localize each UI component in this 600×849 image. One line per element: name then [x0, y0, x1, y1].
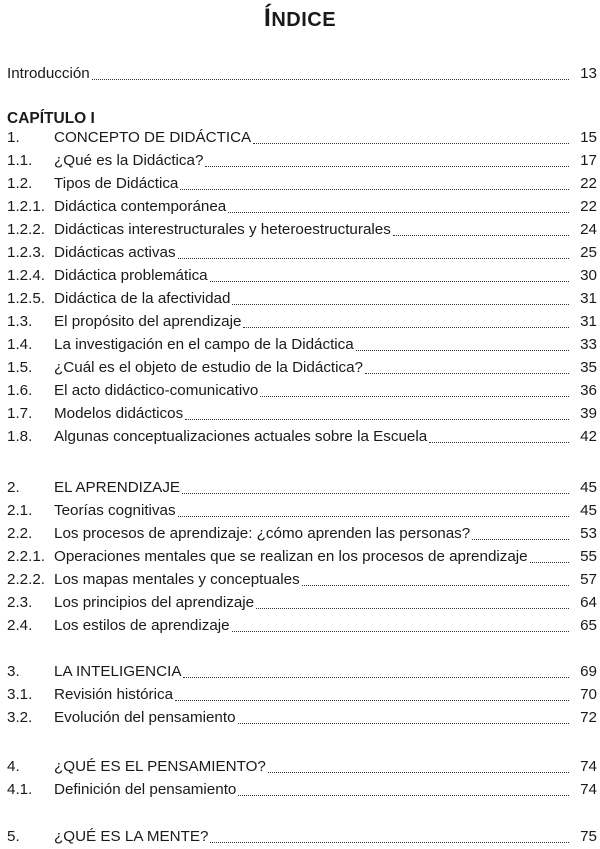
- toc-entry-number: 1.2.: [7, 175, 33, 192]
- toc-entry[interactable]: [7, 196, 597, 218]
- toc-entry-page: 72: [580, 709, 597, 726]
- toc-entry-number: 5.: [7, 828, 20, 845]
- toc-entry[interactable]: [7, 403, 597, 425]
- dot-leader: [210, 280, 569, 282]
- toc-entry-number: 4.1.: [7, 781, 33, 798]
- toc-entry-number: 2.2.1.: [7, 548, 45, 565]
- toc-entry[interactable]: [7, 684, 597, 706]
- toc-entry-page: 42: [580, 428, 597, 445]
- toc-entry-label: Didácticas activas: [54, 244, 176, 261]
- toc-entry-number: 1.: [7, 129, 20, 146]
- toc-entry-page: 64: [580, 594, 597, 611]
- dot-leader: [256, 607, 569, 609]
- toc-entry[interactable]: [7, 334, 597, 356]
- toc-entry-intro[interactable]: [7, 63, 597, 85]
- toc-entry-number: 2.4.: [7, 617, 33, 634]
- toc-entry-label: ¿QUÉ ES EL PENSAMIENTO?: [54, 758, 266, 775]
- toc-entry-page: 65: [580, 617, 597, 634]
- dot-leader: [232, 303, 569, 305]
- toc-entry[interactable]: [7, 546, 597, 568]
- toc-entry-page: 22: [580, 198, 597, 215]
- toc-entry[interactable]: [7, 127, 597, 149]
- toc-entry-number: 3.: [7, 663, 20, 680]
- toc-entry-page: 57: [580, 571, 597, 588]
- toc-entry-number: 4.: [7, 758, 20, 775]
- dot-leader: [182, 492, 569, 494]
- toc-entry-label: LA INTELIGENCIA: [54, 663, 182, 680]
- toc-entry-number: 1.2.3.: [7, 244, 45, 261]
- toc-entry-page: 30: [580, 267, 597, 284]
- toc-entry-label: Algunas conceptualizaciones actuales sobre la Escuela: [54, 428, 428, 445]
- dot-leader: [178, 257, 569, 259]
- toc-entry-page: 36: [580, 382, 597, 399]
- title-initial: Í: [263, 4, 272, 32]
- toc-entry-page: 24: [580, 221, 597, 238]
- toc-entry-label: Didáctica de la afectividad: [54, 290, 231, 307]
- toc-entry-label: Didáctica contemporánea: [54, 198, 227, 215]
- toc-entry[interactable]: [7, 242, 597, 264]
- toc-entry-label: El propósito del aprendizaje: [54, 313, 242, 330]
- toc-entry-page: 39: [580, 405, 597, 422]
- toc-entry-number: 1.3.: [7, 313, 33, 330]
- dot-leader: [260, 395, 569, 397]
- dot-leader: [472, 538, 569, 540]
- toc-entry-label: ¿QUÉ ES LA MENTE?: [54, 828, 209, 845]
- toc-entry[interactable]: [7, 219, 597, 241]
- toc-entry-label: Los mapas mentales y conceptuales: [54, 571, 300, 588]
- toc-entry-label: CONCEPTO DE DIDÁCTICA: [54, 129, 252, 146]
- toc-entry[interactable]: [7, 265, 597, 287]
- dot-leader: [185, 418, 569, 420]
- dot-leader: [238, 794, 569, 796]
- toc-entry-number: 2.2.: [7, 525, 33, 542]
- toc-entry-number: 1.8.: [7, 428, 33, 445]
- toc-entry[interactable]: [7, 523, 597, 545]
- toc-entry[interactable]: [7, 150, 597, 172]
- chapter-heading: CAPÍTULO I: [7, 110, 95, 127]
- toc-entry-label: Los procesos de aprendizaje: ¿cómo aprenden las personas?: [54, 525, 471, 542]
- toc-entry[interactable]: [7, 477, 597, 499]
- toc-entry-page: 69: [580, 663, 597, 680]
- toc-entry-label: Evolución del pensamiento: [54, 709, 236, 726]
- toc-entry-label: ¿Cuál es el objeto de estudio de la Didáctica?: [54, 359, 364, 376]
- page-title: [0, 4, 600, 33]
- toc-entry-label: EL APRENDIZAJE: [54, 479, 181, 496]
- toc-entry-label: Introducción: [7, 65, 90, 82]
- toc-entry-page: 75: [580, 828, 597, 845]
- toc-entry-label: El acto didáctico-comunicativo: [54, 382, 259, 399]
- toc-entry[interactable]: [7, 380, 597, 402]
- toc-entry-label: ¿Qué es la Didáctica?: [54, 152, 204, 169]
- toc-entry-label: Tipos de Didáctica: [54, 175, 179, 192]
- toc-entry[interactable]: [7, 288, 597, 310]
- dot-leader: [302, 584, 569, 586]
- toc-entry-label: Didácticas interestructurales y heteroestructurales: [54, 221, 391, 238]
- toc-entry-number: 1.6.: [7, 382, 33, 399]
- toc-entry-number: 2.: [7, 479, 20, 496]
- toc-entry-label: La investigación en el campo de la Didáctica: [54, 336, 354, 353]
- toc-entry-label: Modelos didácticos: [54, 405, 184, 422]
- toc-entry-number: 3.2.: [7, 709, 33, 726]
- toc-entry-page: 70: [580, 686, 597, 703]
- toc-entry-label: Revisión histórica: [54, 686, 174, 703]
- toc-entry-label: Didáctica problemática: [54, 267, 208, 284]
- toc-entry-page: 25: [580, 244, 597, 261]
- dot-leader: [429, 441, 569, 443]
- dot-leader: [205, 165, 569, 167]
- toc-entry-page: 31: [580, 290, 597, 307]
- toc-entry-number: 2.1.: [7, 502, 33, 519]
- dot-leader: [210, 841, 569, 843]
- toc-entry[interactable]: [7, 707, 597, 729]
- toc-entry[interactable]: [7, 592, 597, 614]
- dot-leader: [178, 515, 569, 517]
- toc-entry[interactable]: [7, 779, 597, 801]
- toc-entry-number: 1.2.1.: [7, 198, 45, 215]
- toc-entry-label: Teorías cognitivas: [54, 502, 176, 519]
- dot-leader: [393, 234, 569, 236]
- toc-entry-page: 17: [580, 152, 597, 169]
- toc-entry[interactable]: [7, 426, 597, 448]
- toc-entry-label: Los estilos de aprendizaje: [54, 617, 230, 634]
- toc-entry-label: Los principios del aprendizaje: [54, 594, 255, 611]
- toc-entry-page: 31: [580, 313, 597, 330]
- dot-leader: [356, 349, 569, 351]
- toc-entry-page: 35: [580, 359, 597, 376]
- toc-entry[interactable]: [7, 826, 597, 848]
- toc-entry[interactable]: [7, 500, 597, 522]
- dot-leader: [175, 699, 569, 701]
- dot-leader: [238, 722, 569, 724]
- dot-leader: [232, 630, 569, 632]
- toc-entry-label: Definición del pensamiento: [54, 781, 237, 798]
- toc-entry-number: 1.7.: [7, 405, 33, 422]
- toc-entry[interactable]: [7, 615, 597, 637]
- toc-entry-page: 13: [580, 65, 597, 82]
- toc-entry-page: 53: [580, 525, 597, 542]
- dot-leader: [183, 676, 569, 678]
- toc-entry-number: 3.1.: [7, 686, 33, 703]
- toc-entry-page: 22: [580, 175, 597, 192]
- dot-leader: [253, 142, 569, 144]
- dot-leader: [530, 561, 569, 563]
- toc-entry[interactable]: [7, 357, 597, 379]
- toc-entry-number: 1.5.: [7, 359, 33, 376]
- toc-entry-label: Operaciones mentales que se realizan en los procesos de aprendizaje: [54, 548, 528, 565]
- dot-leader: [243, 326, 569, 328]
- toc-entry-page: 15: [580, 129, 597, 146]
- dot-leader: [180, 188, 569, 190]
- dot-leader: [365, 372, 569, 374]
- toc-entry-page: 45: [580, 479, 597, 496]
- dot-leader: [268, 771, 569, 773]
- toc-entry[interactable]: [7, 569, 597, 591]
- toc-entry-number: 1.2.5.: [7, 290, 45, 307]
- toc-entry-number: 1.1.: [7, 152, 33, 169]
- toc-entry-page: 74: [580, 781, 597, 798]
- toc-entry-number: 2.3.: [7, 594, 33, 611]
- toc-entry-number: 1.2.2.: [7, 221, 45, 238]
- toc-entry-number: 1.4.: [7, 336, 33, 353]
- toc-entry[interactable]: [7, 756, 597, 778]
- toc-entry-page: 55: [580, 548, 597, 565]
- toc-entry[interactable]: [7, 311, 597, 333]
- toc-entry[interactable]: [7, 173, 597, 195]
- dot-leader: [92, 78, 569, 80]
- toc-entry[interactable]: [7, 661, 597, 683]
- toc-entry-page: 33: [580, 336, 597, 353]
- title-rest: NDICE: [271, 9, 337, 31]
- toc-entry-page: 74: [580, 758, 597, 775]
- toc-entry-number: 2.2.2.: [7, 571, 45, 588]
- toc-entry-page: 45: [580, 502, 597, 519]
- dot-leader: [228, 211, 569, 213]
- toc-entry-number: 1.2.4.: [7, 267, 45, 284]
